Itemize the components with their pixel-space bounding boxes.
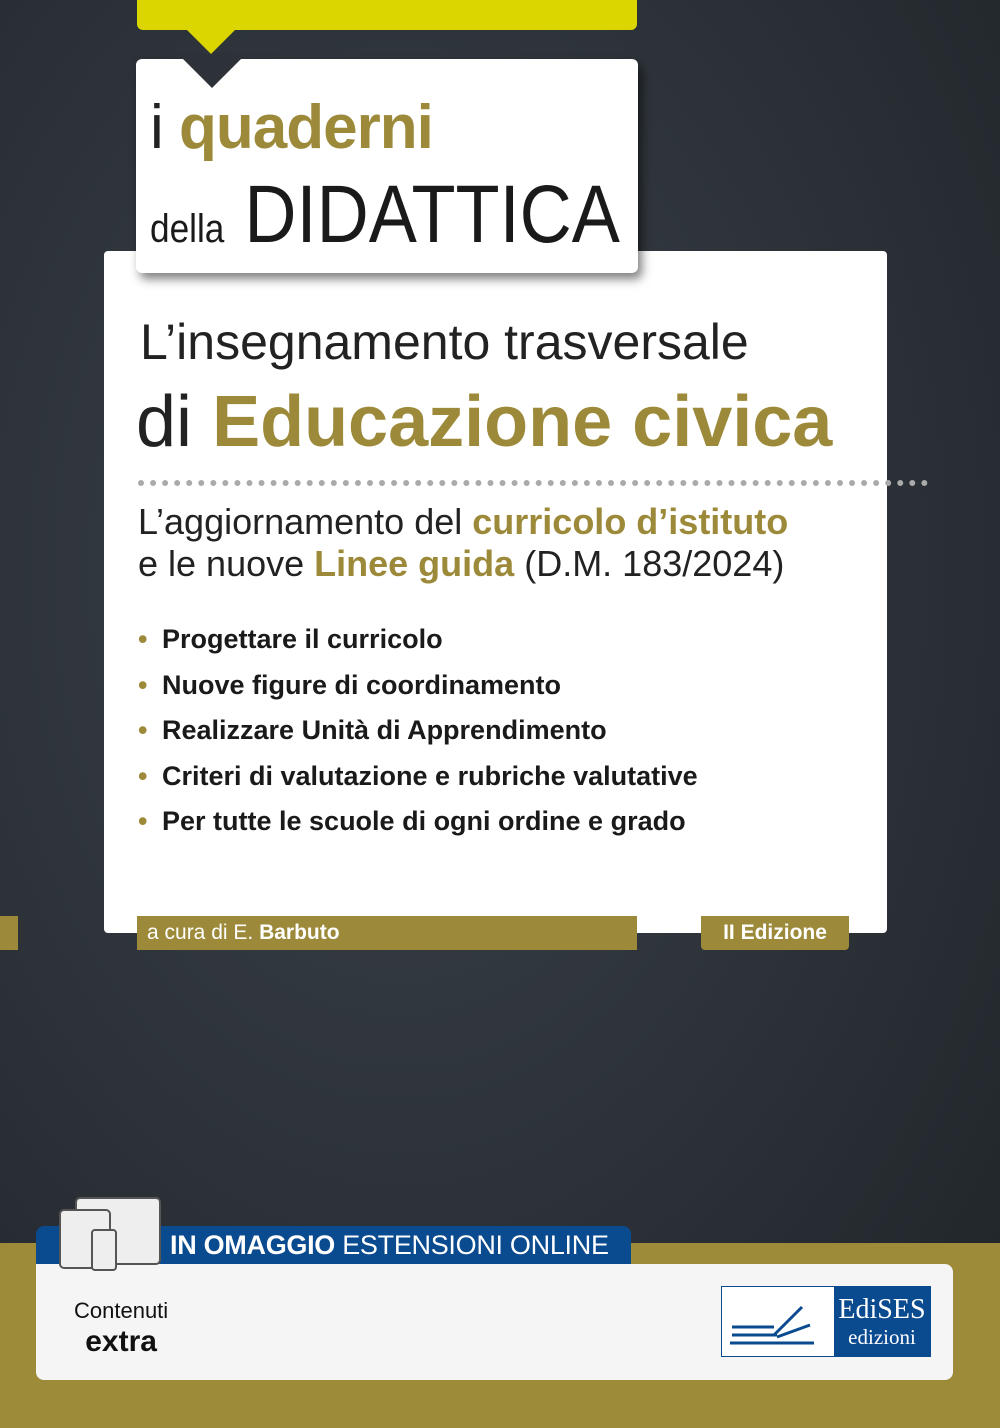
bullet-text: Progettare il curricolo	[162, 624, 443, 654]
omaggio-rest: ESTENSIONI ONLINE	[342, 1230, 609, 1260]
publisher-name: EdiSES	[838, 1294, 926, 1325]
bullet-text: Per tutte le scuole di ogni ordine e grado	[162, 806, 686, 836]
bullet-text: Nuove figure di coordinamento	[162, 669, 562, 700]
omaggio-bold: IN OMAGGIO	[170, 1230, 335, 1260]
subtitle-c: e le nuove	[138, 543, 305, 584]
subtitle-d: Linee guida	[314, 543, 515, 584]
bullet-text: Realizzare Unità di Apprendimento	[162, 715, 607, 745]
notch	[182, 58, 242, 88]
extra-content-label	[74, 1298, 168, 1360]
subtitle	[138, 501, 788, 585]
list-item: • Per tutte le scuole di ogni ordine e grado	[138, 805, 698, 851]
title-highlight: Educazione civica	[212, 382, 833, 462]
publisher-logo	[721, 1286, 931, 1357]
subtitle-b: curricolo d’istituto	[472, 501, 789, 542]
list-item: • Progettare il curricolo	[138, 623, 698, 669]
title-line1: L’insegnamento trasversale	[140, 314, 749, 370]
title-line2	[136, 381, 832, 463]
author-bar	[137, 916, 637, 950]
subtitle-e: (D.M. 183/2024)	[524, 543, 785, 584]
bullet-list	[138, 623, 698, 851]
series-subtitle	[150, 171, 620, 273]
series-didattica: DIDATTICA	[244, 169, 620, 260]
series-quaderni: quaderni	[179, 93, 433, 162]
series-name	[150, 95, 433, 161]
series-prefix: i	[150, 93, 163, 162]
title-di: di	[136, 382, 193, 462]
edition-badge: II Edizione	[701, 916, 849, 950]
extra-content-panel	[36, 1264, 953, 1380]
subtitle-a: L’aggiornamento del	[138, 501, 463, 542]
author-name: Barbuto	[259, 921, 340, 944]
series-logo-box	[136, 59, 638, 273]
side-marker	[0, 916, 18, 950]
devices-icon	[56, 1196, 166, 1272]
publisher-sub: edizioni	[848, 1325, 916, 1349]
series-della: della	[150, 207, 225, 251]
banner-notch	[185, 28, 237, 54]
extra-line1: Contenuti	[74, 1298, 169, 1323]
list-item: • Criteri di valutazione e rubriche valutative	[138, 760, 698, 806]
list-item: • Nuove figure di coordinamento	[138, 669, 698, 715]
extra-line2: extra	[85, 1325, 157, 1358]
open-book-icon	[722, 1287, 822, 1356]
bullet-text: Criteri di valutazione e rubriche valutative	[162, 760, 698, 791]
list-item: • Realizzare Unità di Apprendimento	[138, 714, 698, 760]
title-card	[104, 251, 887, 933]
author-prefix: a cura di E.	[147, 921, 254, 944]
series-banner-top	[137, 0, 637, 30]
dotted-divider	[138, 480, 928, 486]
